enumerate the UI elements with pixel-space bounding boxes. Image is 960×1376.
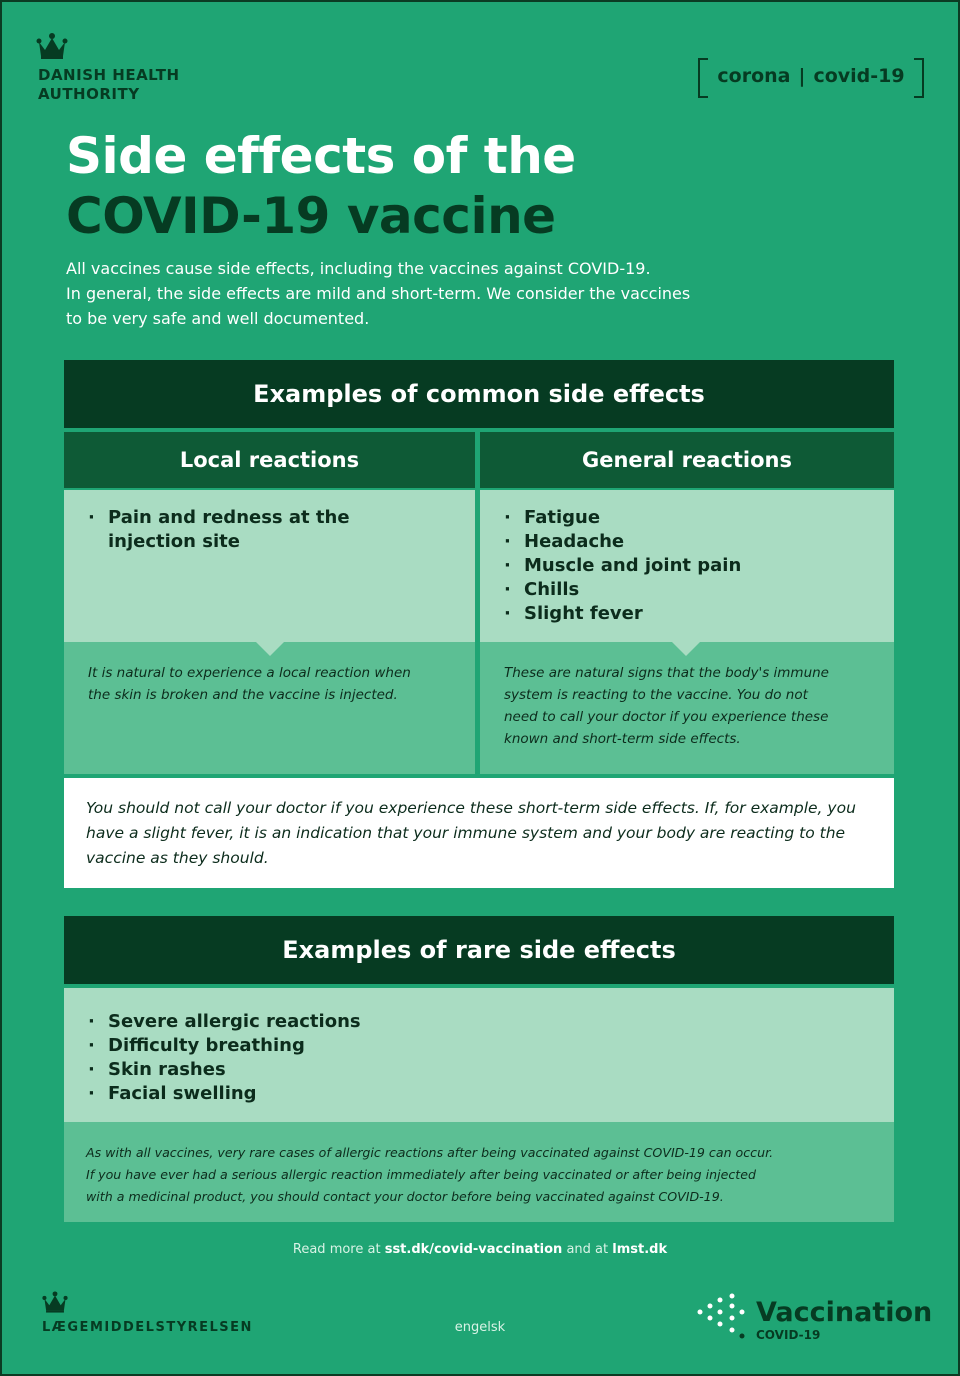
rare-side-effects-list bbox=[86, 1010, 486, 1106]
authority-logo-text bbox=[38, 66, 180, 104]
general-reactions-list bbox=[502, 506, 862, 626]
doctor-note-line-1: You should not call your doctor if you experience these short-term side effects. If, for example, you bbox=[86, 799, 856, 817]
intro-paragraph bbox=[66, 256, 826, 331]
doctor-note-line-2: have a slight fever, it is an indication that your immune system and your body are reacting to the bbox=[86, 824, 846, 842]
general-note-line-1: These are natural signs that the body's immune bbox=[504, 665, 829, 681]
crown-icon bbox=[36, 32, 68, 60]
list-item: · Skin rashes bbox=[86, 1058, 486, 1082]
tag-separator: | bbox=[798, 65, 806, 87]
list-item: · Muscle and joint pain bbox=[502, 554, 862, 578]
local-reactions-note bbox=[88, 662, 468, 706]
general-pointer bbox=[672, 642, 700, 656]
right-bracket bbox=[914, 58, 924, 98]
vaccination-logo bbox=[756, 1298, 932, 1342]
tag-corona: corona bbox=[717, 65, 791, 87]
rare-side-effects-heading: Examples of rare side effects bbox=[64, 916, 894, 984]
sst-link[interactable]: sst.dk/covid-vaccination bbox=[384, 1242, 563, 1257]
list-item: · Chills bbox=[502, 578, 862, 602]
list-item: · Severe allergic reactions bbox=[86, 1010, 486, 1034]
rare-note-line-1: As with all vaccines, very rare cases of allergic reactions after being vaccinated against COVID-19 can occur. bbox=[86, 1145, 774, 1160]
vaccination-subtitle: COVID-19 bbox=[756, 1328, 821, 1342]
page-title-line-1: Side effects of the bbox=[66, 127, 576, 185]
list-item: · Facial swelling bbox=[86, 1082, 486, 1106]
read-more bbox=[2, 1242, 958, 1257]
local-reactions-heading: Local reactions bbox=[64, 432, 475, 488]
local-reactions-list bbox=[86, 506, 366, 554]
page-title-line-2: COVID-19 vaccine bbox=[66, 187, 556, 245]
intro-line-3: to be very safe and well documented. bbox=[66, 309, 370, 328]
vaccination-dots-icon bbox=[696, 1292, 750, 1340]
doctor-note-line-3: vaccine as they should. bbox=[86, 849, 269, 867]
language-label: engelsk bbox=[454, 1320, 506, 1335]
rare-note bbox=[86, 1142, 886, 1208]
vaccination-title: Vaccination bbox=[756, 1297, 933, 1328]
rare-note-line-3: with a medicinal product, you should contact your doctor before being vaccinated against COVID-19. bbox=[86, 1189, 724, 1204]
list-item: · Difficulty breathing bbox=[86, 1034, 486, 1058]
corona-covid-tag bbox=[698, 58, 924, 94]
general-note-line-2: system is reacting to the vaccine. You do not bbox=[504, 687, 808, 703]
and-at-text: and at bbox=[566, 1242, 609, 1257]
local-pointer bbox=[256, 642, 284, 656]
general-note-line-4: known and short-term side effects. bbox=[504, 731, 741, 747]
general-reactions-note bbox=[504, 662, 884, 750]
intro-line-1: All vaccines cause side effects, including the vaccines against COVID-19. bbox=[66, 259, 651, 278]
general-note-line-3: need to call your doctor if you experience these bbox=[504, 709, 829, 725]
local-note-line-2: the skin is broken and the vaccine is injected. bbox=[88, 687, 398, 703]
list-item: · Headache bbox=[502, 530, 862, 554]
list-item: · Pain and redness at the injection site bbox=[86, 506, 366, 554]
authority-line-1: DANISH HEALTH bbox=[38, 66, 180, 84]
tag-covid: covid-19 bbox=[813, 65, 905, 87]
intro-line-2: In general, the side effects are mild and short-term. We consider the vaccines bbox=[66, 284, 691, 303]
list-item: · Slight fever bbox=[502, 602, 862, 626]
general-reactions-heading: General reactions bbox=[480, 432, 894, 488]
left-bracket bbox=[698, 58, 708, 98]
doctor-note bbox=[86, 796, 886, 871]
rare-note-line-2: If you have ever had a serious allergic reaction immediately after being vaccinated or after being injected bbox=[86, 1167, 756, 1182]
agency-crown-icon bbox=[42, 1290, 68, 1314]
lmst-link[interactable]: lmst.dk bbox=[612, 1242, 668, 1257]
list-item: · Fatigue bbox=[502, 506, 862, 530]
local-note-line-1: It is natural to experience a local reaction when bbox=[88, 665, 411, 681]
authority-line-2: AUTHORITY bbox=[38, 85, 140, 103]
agency-name: LÆGEMIDDELSTYRELSEN bbox=[42, 1320, 253, 1335]
read-more-prefix: Read more at bbox=[292, 1242, 381, 1257]
common-side-effects-heading: Examples of common side effects bbox=[64, 360, 894, 428]
